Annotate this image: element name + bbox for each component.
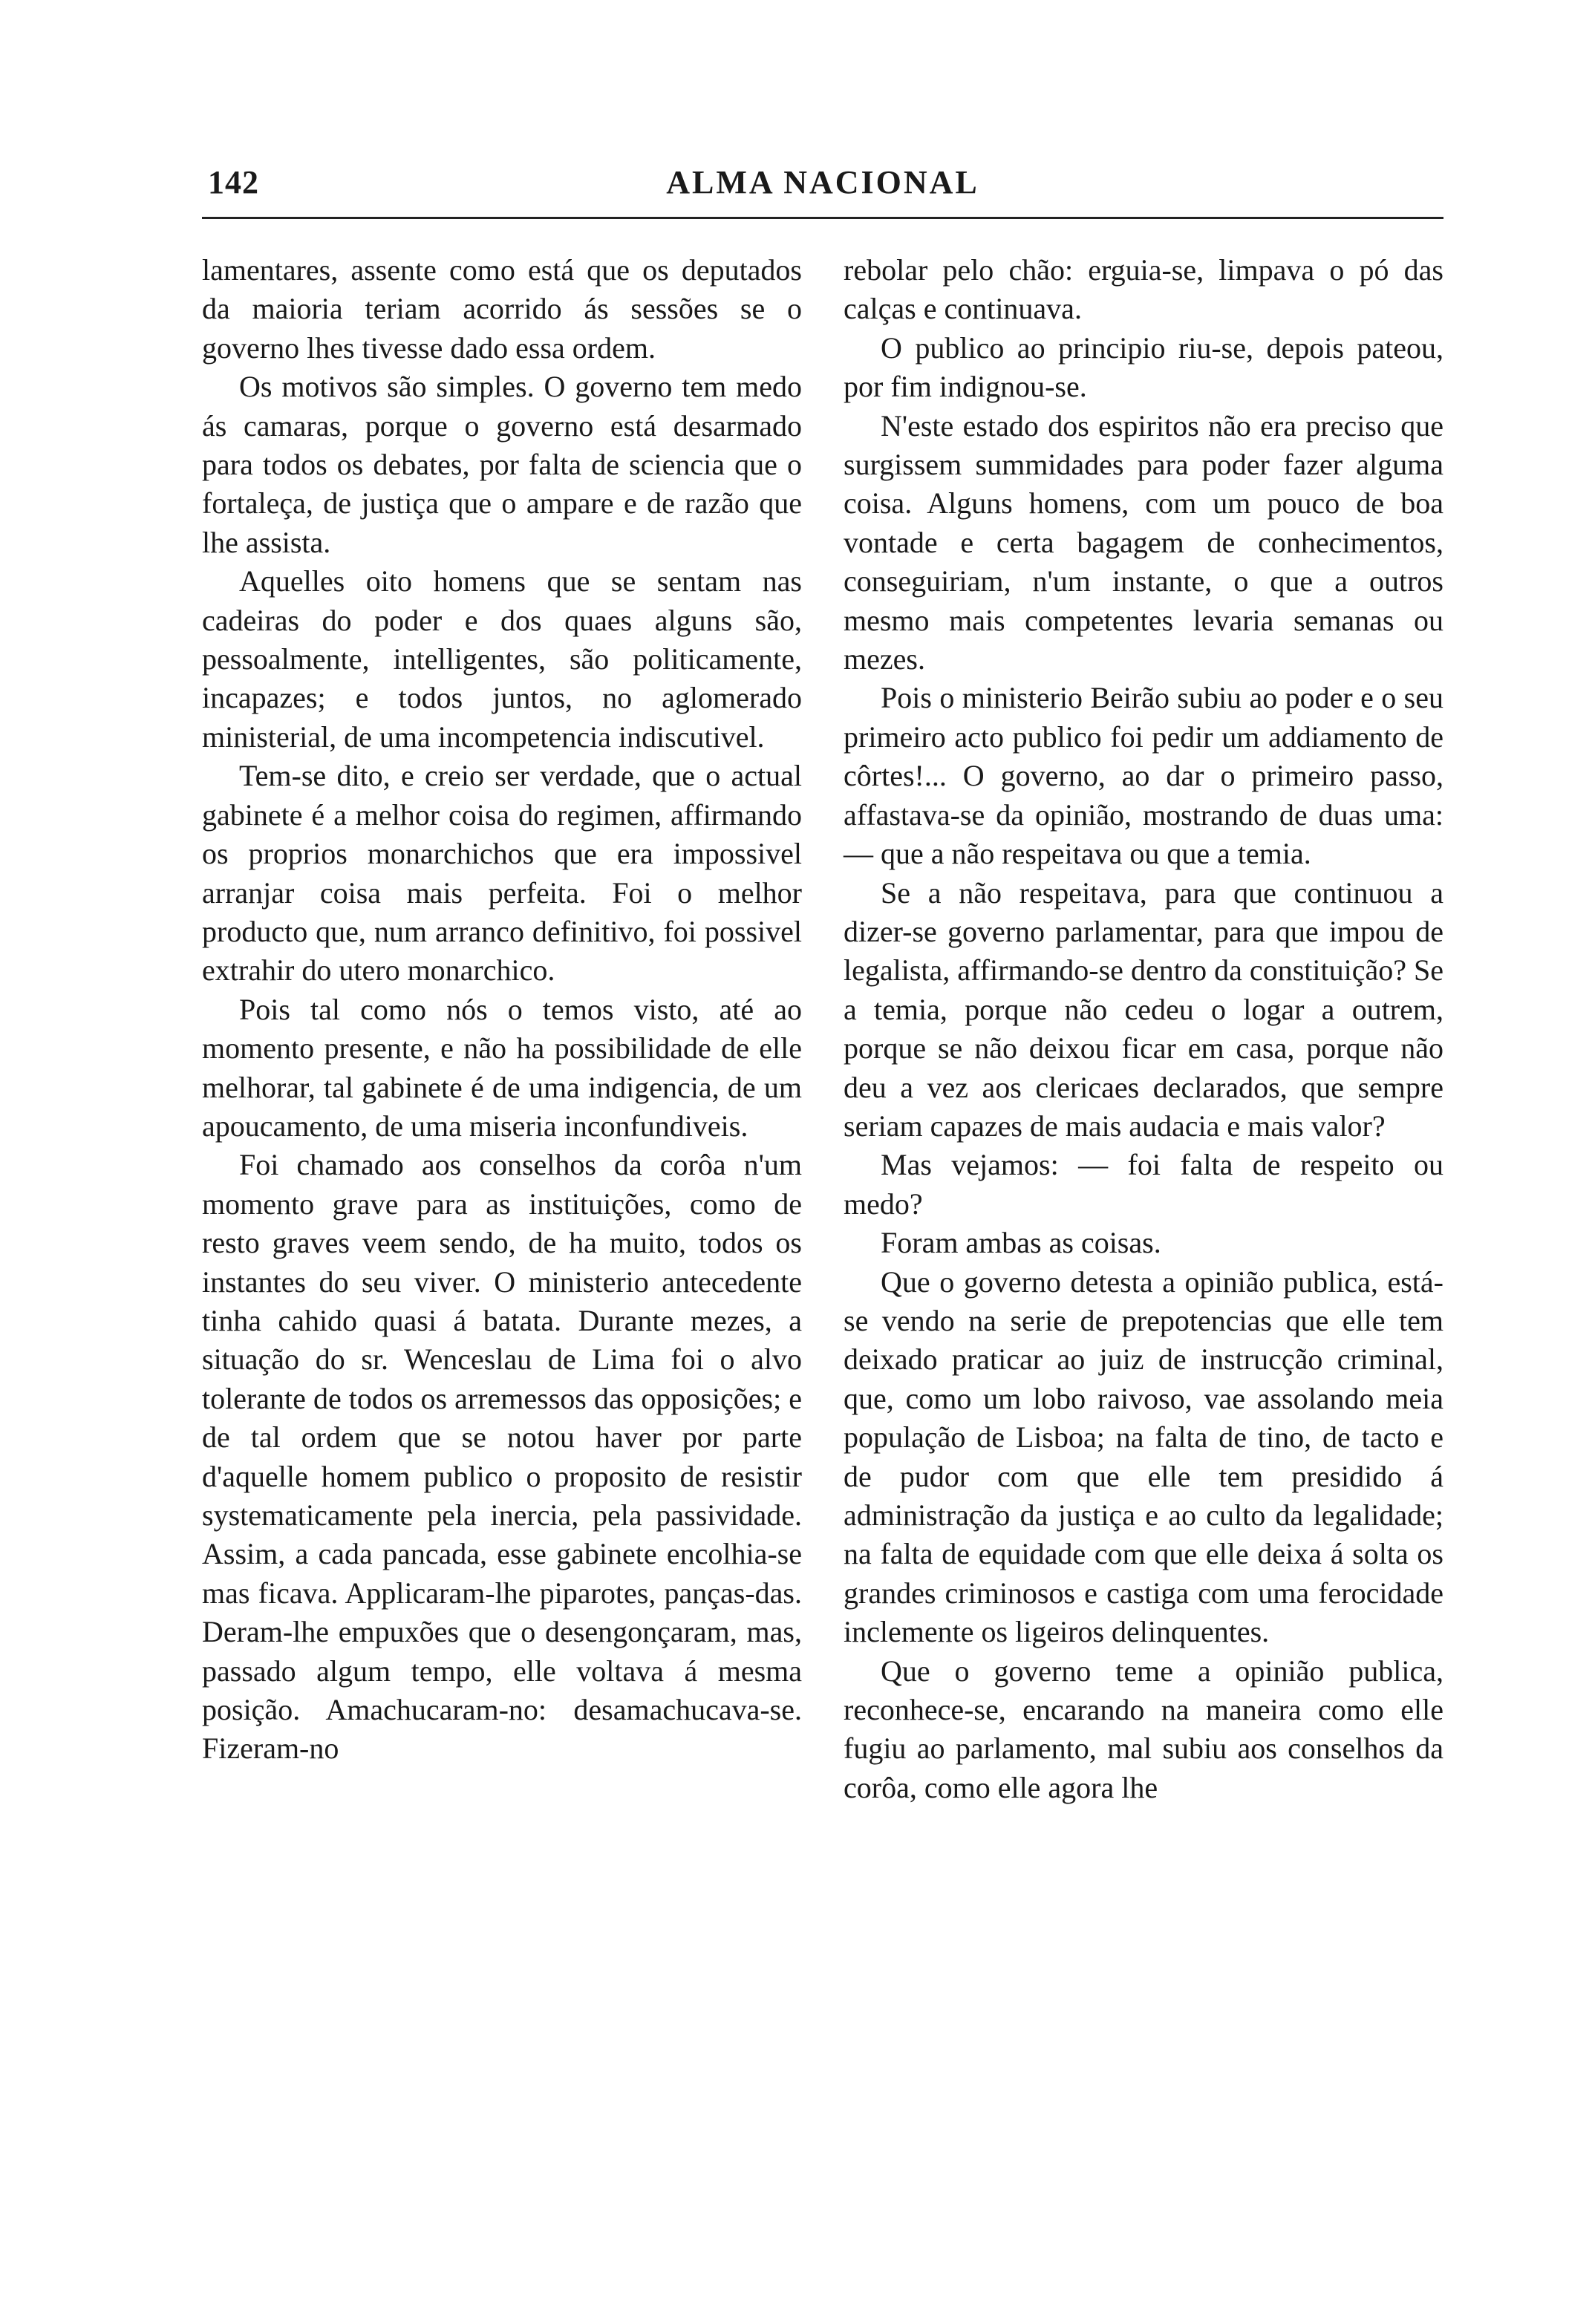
paragraph: Se a não respeitava, para que continuou a dizer-se governo parlamentar, para que impou de legalista, affirmando-se dentro da constituição? Se a temia, porque não cedeu o logar a outrem, porque se não deixou ficar em casa, porque não deu a vez aos clericaes declarados, que sempre seriam capazes de mais audacia e mais valor?: [844, 875, 1443, 1143]
paragraph: Tem-se dito, e creio ser verdade, que o actual gabinete é a melhor coisa do regimen, affirmando os proprios monarchichos que era impossivel arranjar coisa mais perfeita. Foi o melhor producto que, num arranco definitivo, foi possivel extrahir do utero monarchico.: [202, 759, 802, 988]
page-header: [202, 157, 1443, 217]
paragraph: lamentares, assente como está que os deputados da maioria teriam acorrido ás sessões se o governo lhes tivesse dado essa ordem.: [202, 253, 802, 365]
paragraph: Foi chamado aos conselhos da corôa n'um momento grave para as instituições, como de resto graves veem sendo, de ha muito, todos os instantes do seu viver. O ministerio antecedente tinha cahido quasi á batata. Durante mezes, a situação do sr. Wenceslau de Lima foi o alvo tolerante de todos os arremessos das opposições; e de tal ordem que se notou haver por parte d'aquelle homem publico o proposito de resistir systematicamente pela inercia, pela passividade. Assim, a cada pancada, esse gabinete encolhia-se mas ficava. Applicaram-lhe piparotes, panças-das. Deram-lhe empuxões que o desengonçaram, mas, passado algum tempo, elle voltava á mesma posição. Amachucaram-no: desamachucava-se. Fizeram-no: [202, 1148, 802, 1766]
paragraph: Mas vejamos: — foi falta de respeito ou medo?: [844, 1148, 1443, 1221]
header-rule: [202, 217, 1443, 219]
paragraph: Aquelles oito homens que se sentam nas cadeiras do poder e dos quaes alguns são, pessoalmente, intelligentes, são politicamente, incapazes; e todos juntos, no aglomerado ministerial, de uma incompetencia indiscutivel.: [202, 564, 802, 754]
right-column: [844, 251, 1443, 1807]
paragraph: O publico ao principio riu-se, depois pateou, por fim indignou-se.: [844, 330, 1443, 404]
paragraph: Os motivos são simples. O governo tem medo ás camaras, porque o governo está desarmado para todos os debates, por falta de sciencia que o fortaleça, de justiça que o ampare e de razão que lhe assista.: [202, 370, 802, 559]
paragraph: Que o governo teme a opinião publica, reconhece-se, encarando na maneira como elle fugiu ao parlamento, mal subiu aos conselhos da corôa, como elle agora lhe: [844, 1654, 1443, 1804]
left-column: [202, 251, 802, 1769]
paragraph: N'este estado dos espiritos não era preciso que surgissem summidades para poder fazer alguma coisa. Alguns homens, com um pouco de boa vontade e certa bagagem de conhecimentos, conseguiriam, n'um instante, o que a outros mesmo mais competentes levaria semanas ou mezes.: [844, 408, 1443, 676]
paragraph: Foram ambas as coisas.: [881, 1226, 1161, 1260]
paragraph: Que o governo detesta a opinião publica, está-se vendo na serie de prepotencias que elle tem deixado praticar ao juiz de instrucção criminal, que, como um lobo raivoso, vae assolando meia população de Lisboa; na falta de tino, de tacto e de pudor com que elle tem presidido á administração da justiça e ao culto da legalidade; na falta de equidade com que elle deixa á solta os grandes criminosos e castiga com uma ferocidade inclemente os ligeiros delinquentes.: [844, 1264, 1443, 1649]
paragraph: rebolar pelo chão: erguia-se, limpava o pó das calças e continuava.: [844, 253, 1443, 326]
paragraph: Pois o ministerio Beirão subiu ao poder e o seu primeiro acto publico foi pedir um addiamento de côrtes!... O governo, ao dar o primeiro passo, affastava-se da opinião, mostrando de duas uma: — que a não respeitava ou que a temia.: [844, 681, 1443, 871]
paragraph: Pois tal como nós o temos visto, até ao momento presente, e não ha possibilidade de elle melhorar, tal gabinete é de uma indigencia, de um apoucamento, de uma miseria inconfundiveis.: [202, 992, 802, 1143]
page-number: 142: [208, 164, 259, 200]
running-title: ALMA NACIONAL: [666, 164, 979, 200]
